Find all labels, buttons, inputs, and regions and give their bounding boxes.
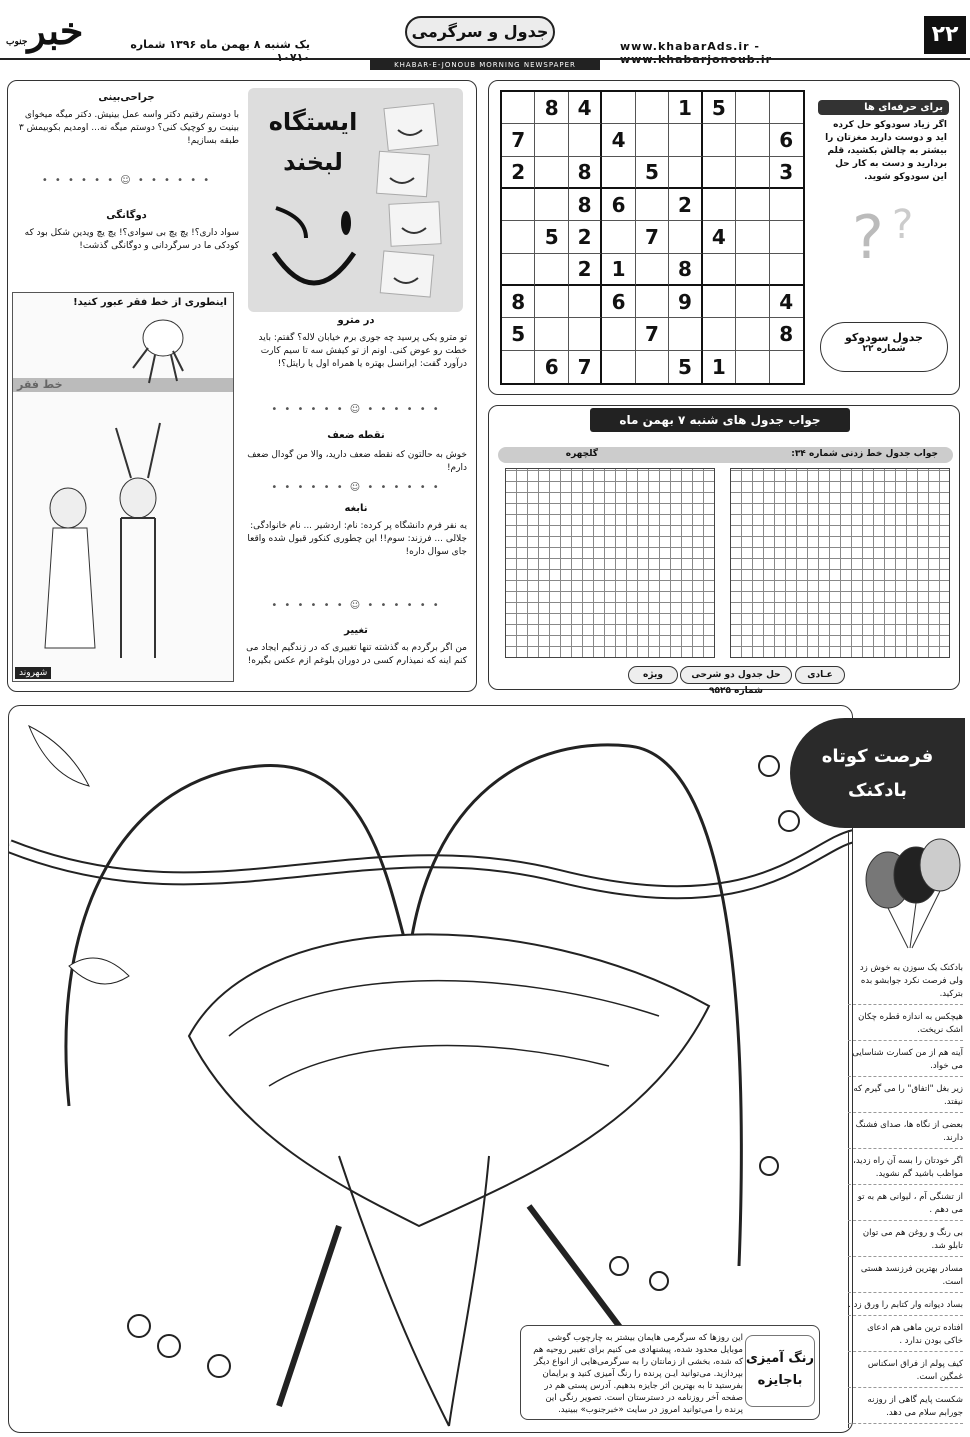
svg-text:?: ? (852, 203, 884, 273)
sudoku-cell[interactable] (535, 318, 568, 350)
tip-item: بادکنک یک سوزن به خوش زد ولی فرصت نکرد جوابشو بده بترکید. (848, 962, 963, 1005)
sudoku-cell[interactable]: 8 (669, 254, 702, 286)
sudoku-cell[interactable] (736, 92, 769, 124)
sudoku-cell[interactable]: 1 (703, 351, 736, 383)
sudoku-cell[interactable] (636, 189, 669, 221)
joke-6: تغییر من اگر برگردم به گذشته تنها تغییری که در زندگیم ایجاد می کنم اینه که نمیذارم کسی در دوران بلوغم ازم عکس بگیره! (246, 625, 467, 666)
sudoku-cell[interactable] (736, 286, 769, 318)
answers-title: جواب جدول های شنبه ۷ بهمن ماه (590, 408, 850, 432)
answer-tag-special: ویژه (628, 666, 678, 684)
answer-tag-normal: عـادی (795, 666, 845, 684)
sudoku-cell[interactable] (535, 254, 568, 286)
sudoku-cell[interactable] (502, 254, 535, 286)
joke-2: دوگانگی سواد داری؟! یچ یچ بی سوادی؟! یچ یچ ویدین شکل بود که کودکی ما در سرگردانی و دوگانگی گذشت! (24, 210, 239, 251)
cartoon-figures-icon (23, 303, 223, 673)
sudoku-cell[interactable] (602, 157, 635, 189)
sudoku-cell[interactable]: 2 (669, 189, 702, 221)
note-text: اگر زیاد سودوکو حل کرده اید و دوست دارید مغزتان را بیشتر به چالش بکشید، قلم بردارید و دست به کار حل این سودوکو شوید. (825, 120, 947, 182)
sudoku-cell[interactable]: 7 (636, 221, 669, 253)
sudoku-cell[interactable]: 5 (703, 92, 736, 124)
tip-item: از تشنگی آم ، لیوانی هم به تو می دهم . (848, 1191, 963, 1221)
sudoku-cell[interactable] (736, 189, 769, 221)
note-title: برای حرفه‌ای ها (818, 100, 949, 115)
sudoku-cell[interactable]: 6 (602, 189, 635, 221)
sudoku-cell[interactable] (636, 351, 669, 383)
sudoku-cell[interactable] (602, 92, 635, 124)
sudoku-cell[interactable] (502, 351, 535, 383)
sudoku-cell[interactable]: 4 (569, 92, 602, 124)
sudoku-cell[interactable] (669, 124, 702, 156)
sticky-notes-icon (368, 98, 458, 308)
joke-1: جراحی‌بینی با دوستم رفتیم دکتر واسه عمل بینیش. دکتر میگه میخوای بینیت رو کوچیک کنی؟ دوستم میگه نه... اومدیم بکوبیمش ۳ طبقه بسازیم! (18, 92, 239, 146)
sudoku-cell[interactable]: 9 (669, 286, 702, 318)
sudoku-cell[interactable]: 2 (569, 221, 602, 253)
sudoku-cell[interactable]: 6 (535, 351, 568, 383)
tip-item: کیف پولم از فراق اسکناس غمگین است. (848, 1358, 963, 1388)
poverty-line-label: خط فقر (13, 378, 233, 392)
sudoku-cell[interactable] (636, 254, 669, 286)
joke-3: در مترو تو مترو یکی پرسید چه جوری برم خیابان لاله؟ گفتم: باید خطت رو عوض کنی. اونم از تو کیفش سه تا سیم کارت درآورد گفت: ایرانسل بهتره یا همراه اول یا رایتل؟! (258, 315, 467, 369)
answer-grid-right (730, 468, 950, 658)
sudoku-cell[interactable] (636, 124, 669, 156)
sudoku-cell[interactable] (669, 157, 702, 189)
sudoku-cell[interactable] (703, 286, 736, 318)
newspaper-logo: خبرجنوب (6, 8, 84, 53)
bird-nest-drawing-icon (9, 706, 853, 1433)
tip-item: شکست پایم گاهی از روزنه جورابم سلام می دهد. (848, 1394, 963, 1424)
joke-5: نابغه یه نفر فرم دانشگاه پر کرده: نام: اردشیر ... نام خانوادگی: جلالی ... فرزند: سوم!! این چطوری کنکور قبول شده واقعا جای سوال داره! (247, 503, 467, 557)
cartoonist-signature: شهروند (15, 667, 51, 679)
sudoku-cell[interactable]: 8 (569, 189, 602, 221)
tip-item: اگر خودتان را بسه آن راه زدید، مواظب باشید گم نشوید. (848, 1155, 963, 1185)
sudoku-cell[interactable]: 1 (602, 254, 635, 286)
sudoku-cell[interactable] (770, 254, 803, 286)
tip-item: هیچکس به اندازه قطره چکان اشک نریخت. (848, 1011, 963, 1041)
sudoku-cell[interactable] (736, 254, 769, 286)
sudoku-cell[interactable] (569, 286, 602, 318)
sudoku-cell[interactable]: 3 (770, 157, 803, 189)
sudoku-cell[interactable]: 8 (535, 92, 568, 124)
joke-separator: • • • • • • ☺ • • • • • • (41, 175, 212, 186)
sudoku-cell[interactable]: 4 (602, 124, 635, 156)
sudoku-cell[interactable] (703, 124, 736, 156)
coloring-badge: رنگ آمیزی باجایزه (745, 1335, 815, 1407)
tip-item: افتاده ترین ماهی هم ادعای خاکی بودن ندارد . (848, 1322, 963, 1352)
tips-title: فرصت کوتاه بادکنک (790, 718, 965, 828)
answer-grid-left (505, 468, 715, 658)
cartoon-title: اینطوری از خط فقر عبور کنید! (73, 297, 227, 308)
sudoku-cell[interactable] (502, 92, 535, 124)
sudoku-cell[interactable] (535, 286, 568, 318)
sudoku-cell[interactable] (736, 124, 769, 156)
smile-panel (248, 88, 463, 312)
sudoku-cell[interactable] (703, 254, 736, 286)
sudoku-cell[interactable]: 8 (569, 157, 602, 189)
tip-item: آینه هم از من کسارت شناسایی می خواد. (848, 1047, 963, 1077)
tip-item: بی رنگ و روغن هم می توان تابلو شد. (848, 1227, 963, 1257)
sudoku-cell[interactable]: 7 (569, 351, 602, 383)
section-title: جدول و سرگرمی (405, 16, 555, 48)
sudoku-cell[interactable] (736, 157, 769, 189)
sudoku-cell[interactable] (703, 157, 736, 189)
sudoku-cell[interactable] (602, 221, 635, 253)
sudoku-cell[interactable] (703, 318, 736, 350)
sudoku-cell[interactable]: 2 (569, 254, 602, 286)
sudoku-cell[interactable] (502, 221, 535, 253)
sudoku-cell[interactable] (770, 189, 803, 221)
sudoku-cell[interactable] (602, 318, 635, 350)
joke-separator: • • • • • • ☺ • • • • • • (271, 482, 441, 493)
sudoku-cell[interactable]: 5 (535, 221, 568, 253)
sudoku-cell[interactable]: 8 (502, 286, 535, 318)
sudoku-cell[interactable]: 4 (770, 286, 803, 318)
sudoku-cell[interactable] (535, 157, 568, 189)
sudoku-cell[interactable] (736, 221, 769, 253)
cartoon-panel (12, 292, 234, 682)
sudoku-tag: جدول سودوکو شماره ۲۲ (820, 322, 948, 372)
joke-4: نقطه ضعف خوش به حالتون که نقطه ضعف دارید، والا من گودال ضعف دارم! (247, 430, 467, 473)
sudoku-cell[interactable] (669, 221, 702, 253)
sudoku-cell[interactable] (770, 351, 803, 383)
tips-list (848, 962, 963, 1427)
tip-item: مسادر بهترین فرزنسد هستی است. (848, 1263, 963, 1293)
tip-item: زیر بغل "اتفاق" را می گیرم که نیفتد. (848, 1083, 963, 1113)
panel-title: ایستگاه لبخند (268, 108, 358, 176)
sudoku-cell[interactable] (535, 124, 568, 156)
sudoku-cell[interactable]: 7 (502, 124, 535, 156)
sudoku-cell[interactable]: 6 (770, 124, 803, 156)
header-ribbon: KHABAR-E-JONOUB MORNING NEWSPAPER (370, 60, 600, 70)
sudoku-cell[interactable]: 4 (703, 221, 736, 253)
answer-tag-two-clue: حل جدول دو شرحی شماره ۹۵۲۵ (680, 666, 792, 684)
tip-item: بعضی از نگاه ها، صدای فشنگ دارند. (848, 1119, 963, 1149)
joke-separator: • • • • • • ☺ • • • • • • (271, 600, 441, 611)
website-links[interactable]: www.khabarAds.ir - (620, 40, 760, 53)
sudoku-cell[interactable] (703, 189, 736, 221)
sudoku-cell[interactable] (770, 92, 803, 124)
sudoku-cell[interactable]: 1 (669, 92, 702, 124)
date-line: یک شنبه ۸ بهمن ماه ۱۳۹۶ شماره (130, 38, 310, 51)
sudoku-cell[interactable]: 7 (636, 318, 669, 350)
question-marks-icon (842, 188, 932, 278)
sudoku-cell[interactable] (569, 124, 602, 156)
sudoku-cell[interactable] (736, 318, 769, 350)
answers-header-bar: جواب جدول خط زدنی شماره ۳۴: گلچهره (498, 447, 953, 463)
tip-item: بساد دیوانه وار کتابم را ورق زد . (848, 1299, 963, 1316)
smiley-face-icon (266, 198, 356, 298)
sudoku-cell[interactable]: 6 (602, 286, 635, 318)
joke-separator: • • • • • • ☺ • • • • • • (271, 404, 441, 415)
coloring-box (8, 705, 853, 1433)
sudoku-cell[interactable] (636, 286, 669, 318)
sudoku-cell[interactable] (770, 221, 803, 253)
balloons-icon (858, 835, 963, 955)
sudoku-cell[interactable] (602, 351, 635, 383)
sudoku-cell[interactable]: 5 (669, 351, 702, 383)
sudoku-cell[interactable] (502, 189, 535, 221)
sudoku-cell[interactable]: 2 (502, 157, 535, 189)
sudoku-grid[interactable] (500, 90, 805, 385)
svg-text:?: ? (892, 202, 914, 248)
sudoku-cell[interactable]: 5 (636, 157, 669, 189)
sudoku-cell[interactable] (636, 92, 669, 124)
sudoku-note (812, 90, 955, 380)
sudoku-cell[interactable] (736, 351, 769, 383)
page-number: ۲۲ (924, 16, 966, 54)
sudoku-cell[interactable] (669, 318, 702, 350)
coloring-caption: این روزها که سرگرمی هایمان بیشتر به چارچوب گوشی موبایل محدود شده، پیشنهادی می کنیم برای تغییر روحیه هم که شده، بخشی از زمانتان را به سرگرمی‌هایی از انواع دیگر بپردازید. می‌توانید ایـن پرنده را رنگ آمیزی کنید و برایمان بفرستید تا به بهترین اثر جایزه بدهیم. آدرس پستی هم در صفحه آخر روزنامه در دسترستان است. تصویر رنگی این پرنده را می‌توانید امروز در سایت «خبرجنوب» ببینید. (533, 1333, 743, 1415)
sudoku-cell[interactable]: 8 (770, 318, 803, 350)
sudoku-cell[interactable] (569, 318, 602, 350)
sudoku-cell[interactable]: 5 (502, 318, 535, 350)
sudoku-cell[interactable] (535, 189, 568, 221)
